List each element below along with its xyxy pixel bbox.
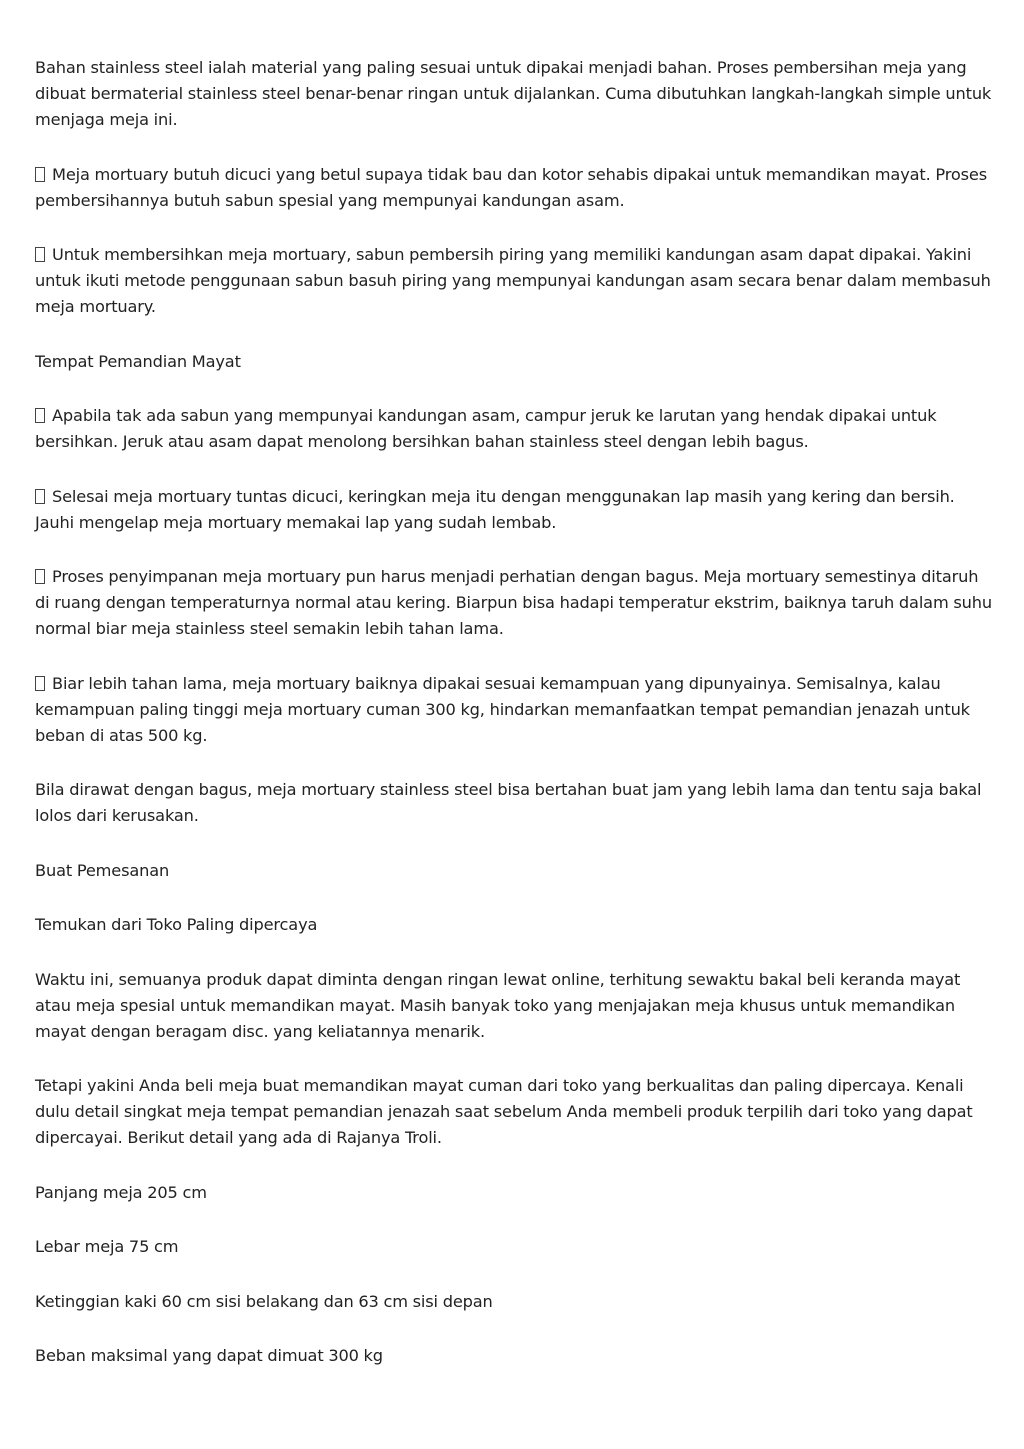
list-item-soap: Untuk membersihkan meja mortuary, sabun pembersih piring yang memiliki kandungan asam dapat dipakai. Yakini untuk ikuti metode penggunaan sabun basuh piring yang mempunyai kandungan asam secara benar dalam membasuh meja mortuary.	[35, 245, 991, 316]
spec-leg-height: Ketinggian kaki 60 cm sisi belakang dan 63 cm sisi depan	[35, 1291, 493, 1311]
list-item-capacity: Biar lebih tahan lama, meja mortuary baiknya dipakai sesuai kemampuan yang dipunyainya. Semisalnya, kalau kemampuan paling tinggi meja mortuary cuman 300 kg, hindarkan memanfaatkan tempat pemandian jenazah untuk beban di atas 500 kg.	[35, 673, 970, 745]
list-item-dry: Selesai meja mortuary tuntas dicuci, keringkan meja itu dengan menggunakan lap masih yang kering dan bersih. Jauhi mengelap meja mortuary memakai lap yang sudah lembab.	[35, 486, 955, 532]
list-item-wash: Meja mortuary butuh dicuci yang betul supaya tidak bau dan kotor sehabis dipakai untuk memandikan mayat. Proses pembersihannya butuh sabun spesial yang mempunyai kandungan asam.	[35, 164, 987, 210]
list-item-citrus: Apabila tak ada sabun yang mempunyai kandungan asam, campur jeruk ke larutan yang hendak dipakai untuk bersihkan. Jeruk atau asam dapat menolong bersihkan bahan stainless steel dengan lebih bagus.	[35, 406, 937, 451]
missing-glyph-icon	[35, 489, 45, 504]
paragraph-intro: Bahan stainless steel ialah material yang paling sesuai untuk dipakai menjadi bahan. Proses pembersihan meja yang dibuat bermaterial stainless steel benar-benar ringan untuk dijalankan. Cuma dibutuhkan langkah-langkah simple untuk menjaga meja ini.	[35, 58, 992, 129]
missing-glyph-icon	[35, 569, 45, 584]
missing-glyph-icon	[35, 408, 45, 423]
document-body	[35, 55, 995, 1398]
subheading-tempat-pemandian: Tempat Pemandian Mayat	[35, 351, 241, 371]
subheading-toko: Temukan dari Toko Paling dipercaya	[35, 915, 318, 934]
subheading-pemesanan: Buat Pemesanan	[35, 860, 170, 880]
spec-length: Panjang meja 205 cm	[35, 1182, 207, 1202]
missing-glyph-icon	[35, 167, 45, 182]
spec-max-load: Beban maksimal yang dapat dimuat 300 kg	[35, 1346, 383, 1365]
list-item-storage: Proses penyimpanan meja mortuary pun harus menjadi perhatian dengan bagus. Meja mortuary semestinya ditaruh di ruang dengan temperaturnya normal atau kering. Biarpun bisa hadapi temperatur ekstrim, baiknya taruh dalam suhu normal biar meja stainless steel semakin lebih tahan lama.	[35, 567, 992, 638]
spec-width: Lebar meja 75 cm	[35, 1237, 179, 1256]
paragraph-trusted-store: Tetapi yakini Anda beli meja buat memandikan mayat cuman dari toko yang berkualitas dan paling dipercaya. Kenali dulu detail singkat meja tempat pemandian jenazah saat sebelum Anda membeli produk terpilih dari toko yang dapat dipercayai. Berikut detail yang ada di Rajanya Troli.	[35, 1076, 973, 1147]
missing-glyph-icon	[35, 247, 45, 262]
paragraph-online: Waktu ini, semuanya produk dapat diminta dengan ringan lewat online, terhitung sewaktu bakal beli keranda mayat atau meja spesial untuk memandikan mayat. Masih banyak toko yang menjajakan meja khusus untuk memandikan mayat dengan beragam disc. yang keliatannya menarik.	[35, 969, 961, 1041]
missing-glyph-icon	[35, 676, 45, 691]
paragraph-maintenance: Bila dirawat dengan bagus, meja mortuary stainless steel bisa bertahan buat jam yang lebih lama dan tentu saja bakal lolos dari kerusakan.	[35, 780, 982, 825]
